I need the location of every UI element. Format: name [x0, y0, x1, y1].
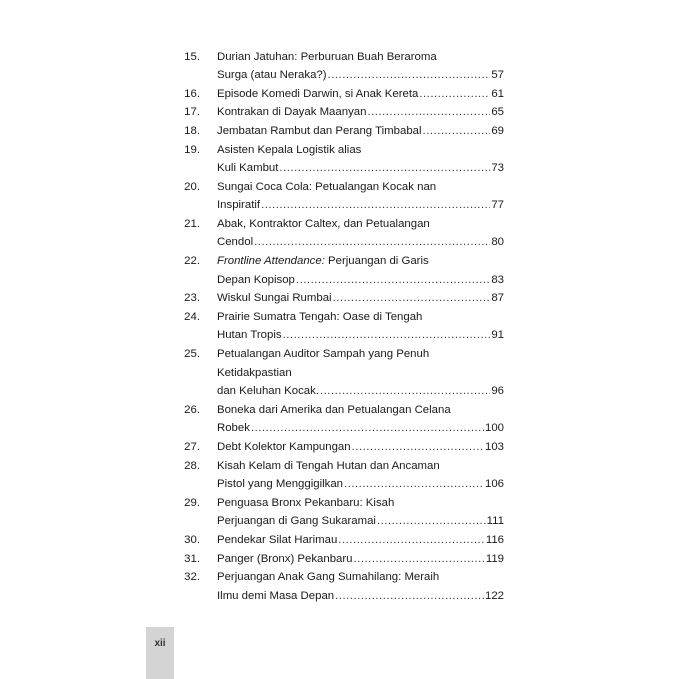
toc-dot-leader — [423, 122, 491, 141]
toc-entry-number: 23. — [184, 292, 200, 305]
toc-entry-title-rest: Perjuangan di Garis — [324, 255, 429, 268]
toc-dot-leader — [335, 587, 484, 606]
toc-entry-page-number: 65 — [491, 106, 504, 119]
toc-entry-title-line — [217, 66, 504, 85]
toc-entry-page-number: 73 — [491, 162, 504, 175]
toc-dot-leader — [333, 289, 491, 308]
toc-entry-number: 27. — [184, 441, 200, 454]
toc-entry-page-number: 122 — [484, 589, 504, 602]
toc-entry-page-number: 100 — [484, 422, 504, 435]
toc-entry-title-line — [217, 178, 504, 197]
toc-entry-number: 17. — [184, 106, 200, 119]
toc-entry-title-text: Kisah Kelam di Tengah Hutan dan Ancaman — [217, 459, 440, 472]
toc-entry-number: 18. — [184, 124, 200, 137]
toc-entry-title-line — [217, 550, 504, 569]
toc-entry-title-text: Kontrakan di Dayak Maanyan — [217, 106, 367, 119]
toc-entry-title-text: Abak, Kontraktor Caltex, dan Petualangan — [217, 217, 430, 230]
toc-entry-title-text: dan Keluhan Kocak. — [217, 385, 319, 398]
toc-entry-title-line — [217, 196, 504, 215]
toc-entry-italic-text: Frontline Attendance: — [217, 255, 325, 268]
toc-entry-page-number: 106 — [484, 478, 504, 491]
toc-entry-title-line — [217, 401, 504, 420]
toc-entry-title-line — [217, 85, 504, 104]
toc-entry-title-line — [217, 531, 504, 550]
toc-entry-page-number: 119 — [485, 552, 504, 565]
toc-dot-leader — [377, 512, 486, 531]
toc-dot-leader — [279, 159, 490, 178]
toc-entry-title-line — [217, 103, 504, 122]
toc-entry-title-text: Asisten Kepala Logistik alias — [217, 143, 362, 156]
toc-entry-title-line — [217, 475, 504, 494]
toc-entry-title-text: Durian Jatuhan: Perburuan Buah Beraroma — [217, 50, 437, 63]
toc-entry-title-line — [217, 271, 504, 290]
toc-entry-title-text — [217, 255, 429, 267]
toc-dot-leader — [254, 233, 490, 252]
toc-entry-title-text: Petualangan Auditor Sampah yang Penuh — [217, 348, 430, 361]
toc-entry-title-text: Surga (atau Neraka?) — [217, 69, 327, 82]
toc-dot-leader — [283, 326, 491, 345]
toc-entry-title-text: Episode Komedi Darwin, si Anak Kereta — [217, 87, 419, 100]
toc-entry-number: 24. — [184, 310, 200, 323]
toc-entry-title-line — [217, 215, 504, 234]
toc-entry-title-text: Pendekar Silat Harimau — [217, 534, 338, 547]
toc-entry-title-line — [217, 494, 504, 513]
toc-entry-title-line — [217, 382, 504, 401]
toc-entry-page-number: 87 — [491, 292, 504, 305]
toc-entry-title-line — [217, 587, 504, 606]
toc-entry-number: 32. — [184, 571, 200, 584]
toc-entry-page-number: 91 — [491, 329, 504, 342]
toc-dot-leader — [328, 66, 491, 85]
toc-entry-title-text: Prairie Sumatra Tengah: Oase di Tengah — [217, 310, 423, 323]
toc-entry-number: 19. — [184, 143, 200, 156]
toc-entry-page-number: 83 — [491, 273, 504, 286]
toc-entry-number: 29. — [184, 496, 200, 509]
toc-entry-title-text: Ketidakpastian — [217, 366, 292, 379]
toc-entry-number: 31. — [184, 552, 200, 565]
page-footer-tab — [146, 627, 174, 679]
toc-entry-title-line — [217, 122, 504, 141]
toc-dot-leader — [367, 103, 490, 122]
toc-dot-leader — [352, 438, 484, 457]
toc-dot-leader — [296, 271, 490, 290]
toc-entry-page-number: 96 — [491, 385, 504, 398]
toc-entry-title-text: Inspiratif — [217, 199, 261, 212]
toc-entry-number: 22. — [184, 255, 200, 268]
toc-entry-title-text: Perjuangan Anak Gang Sumahilang: Meraih — [217, 571, 440, 584]
toc-entry-title-line — [217, 326, 504, 345]
toc-dot-leader — [320, 382, 490, 401]
toc-entry-title-text: Hutan Tropis — [217, 329, 282, 342]
toc-entry-title-text: Panger (Bronx) Pekanbaru — [217, 552, 353, 565]
toc-entry-title-text: Kuli Kambut — [217, 162, 279, 175]
toc-entry-title-text: Robek — [217, 422, 250, 435]
toc-entry-title-line — [217, 289, 504, 308]
toc-dot-leader — [419, 85, 490, 104]
toc-entry-page-number: 69 — [491, 124, 504, 137]
toc-entry-title-line — [217, 512, 504, 531]
toc-entry-page-number: 116 — [485, 534, 504, 547]
toc-entry-title-line — [217, 345, 504, 364]
toc-entry-title-line — [217, 419, 504, 438]
toc-entry-number: 15. — [184, 50, 200, 63]
toc-entry-title-text: Boneka dari Amerika dan Petualangan Celana — [217, 403, 451, 416]
toc-entry-title-line — [217, 48, 504, 67]
toc-entry-number: 25. — [184, 348, 200, 361]
toc-entry-title-text: Wiskul Sungai Rumbai — [217, 292, 332, 305]
toc-entry-page-number: 61 — [491, 87, 504, 100]
toc-entry-title-text: Debt Kolektor Kampungan — [217, 441, 351, 454]
toc-entry-number: 28. — [184, 459, 200, 472]
toc-entry-page-number: 111 — [486, 515, 504, 528]
toc-entry-title-line — [217, 252, 504, 271]
toc-entry-title-line — [217, 141, 504, 160]
toc-entry-title-text: Cendol — [217, 236, 254, 249]
toc-dot-leader — [251, 419, 484, 438]
toc-entry-number: 16. — [184, 87, 200, 100]
toc-entry-number: 20. — [184, 180, 200, 193]
toc-entry-title-line — [217, 364, 504, 383]
page-number: xii — [154, 638, 166, 649]
toc-entry-title-text: Ilmu demi Masa Depan — [217, 589, 335, 602]
toc-entry-title-text: Pistol yang Menggigilkan — [217, 478, 344, 491]
toc-entry-page-number: 57 — [491, 69, 504, 82]
toc-dot-leader — [354, 550, 485, 569]
toc-entry-title-text: Sungai Coca Cola: Petualangan Kocak nan — [217, 180, 437, 193]
toc-entry-title-line — [217, 438, 504, 457]
toc-entry-title-line — [217, 308, 504, 327]
toc-entry-number: 26. — [184, 403, 200, 416]
toc-entry-title-line — [217, 568, 504, 587]
toc-dot-leader — [338, 531, 485, 550]
toc-entry-page-number: 103 — [484, 441, 504, 454]
toc-entry-title-text: Depan Kopisop — [217, 273, 295, 286]
toc-entry-title-line — [217, 233, 504, 252]
toc-entry-title-text: Penguasa Bronx Pekanbaru: Kisah — [217, 496, 395, 509]
toc-dot-leader — [344, 475, 484, 494]
toc-entry-title-line — [217, 159, 504, 178]
toc-entry-number: 30. — [184, 534, 200, 547]
toc-dot-leader — [261, 196, 490, 215]
toc-entry-number: 21. — [184, 217, 200, 230]
toc-entry-title-line — [217, 457, 504, 476]
toc-entry-title-text: Perjuangan di Gang Sukaramai — [217, 515, 376, 528]
toc-entry-page-number: 77 — [491, 199, 504, 212]
toc-entry-page-number: 80 — [491, 236, 504, 249]
toc-entry-title-text: Jembatan Rambut dan Perang Timbabal — [217, 124, 422, 137]
